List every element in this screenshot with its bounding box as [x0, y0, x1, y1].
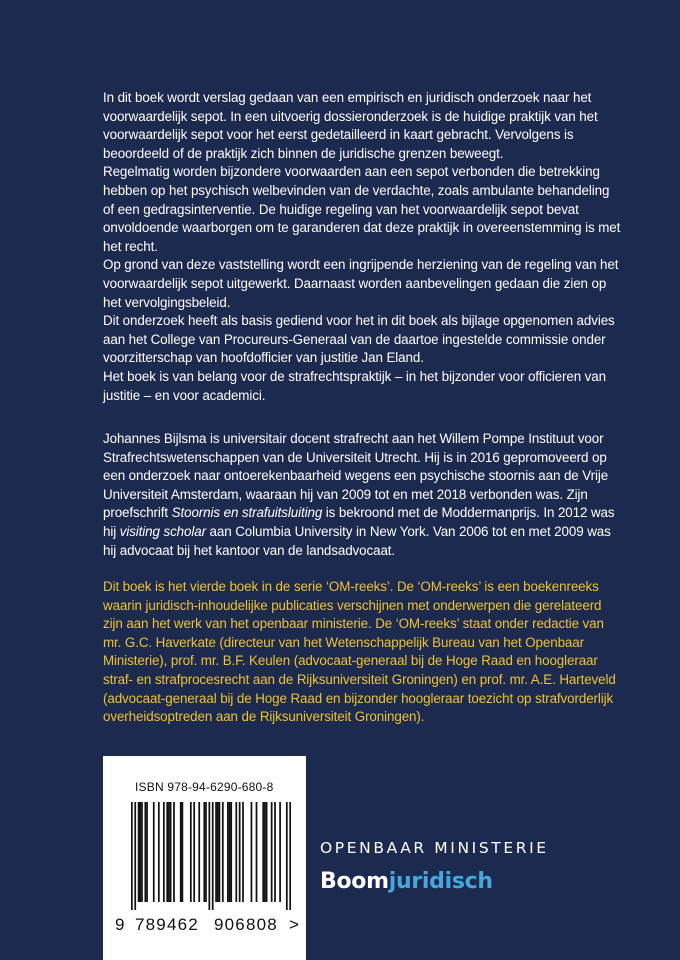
- barcode-bar: [266, 802, 268, 902]
- barcode-bar: [170, 802, 172, 902]
- barcode-bar: [190, 802, 192, 902]
- barcode-digit-group-right: 906808: [214, 915, 278, 934]
- series-note: Dit boek is het vierde boek in de serie ‘OM-reeks’. De ‘OM-reeks’ is een boekenreeks waarin juridisch-inhoudelijke publicaties verschijnen met onderwerpen die gerelateerd zijn aan het werk van het openbaar ministerie. De ‘OM-reeks’ staat onder redactie van mr. G.C. Haverkate (directeur van het Wetenschappelijk Bureau van het Openbaar Ministerie), prof. mr. B.F. Keulen (advocaat-generaal bij de Hoge Raad en hoogleraar straf- en strafprocesrecht aan de Rijksuniversiteit Groningen) en prof. mr. A.E. Harteveld (advocaat-generaal bij de Hoge Raad en bijzonder hoogleraar toezicht op strafvorderlijk overheidsoptreden aan de Rijksuniversiteit Groningen).: [103, 579, 616, 725]
- barcode-bar: [286, 802, 288, 910]
- barcode-bar: [208, 802, 210, 910]
- barcode-quiet-zone-marker: >: [289, 915, 299, 934]
- barcode-bar: [131, 802, 133, 910]
- author-bio: [103, 430, 623, 560]
- barcode-bar: [173, 802, 175, 902]
- barcode-bar: [205, 802, 207, 902]
- barcode-bar: [138, 802, 140, 902]
- barcode-bar: [144, 802, 146, 902]
- barcode-bar: [193, 802, 195, 902]
- author-bio-text: Johannes Bijlsma is universitair docent strafrecht aan het Willem Pompe Instituut voor Strafrechtswetenschappen van de Universiteit Utrecht. Hij is in 2016 gepromoveerd op een onderzoek naar ontoerekenbaarheid wegens een psychische stoornis aan de Vrije Universiteit Amsterdam, waaraan hij van 2009 tot en met 2018 verbonden was. Zijn proefschrift: [103, 431, 609, 521]
- visiting-scholar-term: visiting scholar: [119, 523, 206, 539]
- barcode-bar: [158, 802, 160, 902]
- barcode-bar: [289, 802, 291, 910]
- barcode-bar: [198, 802, 200, 902]
- barcode-bar: [146, 802, 148, 902]
- barcode-bar: [212, 802, 214, 910]
- boom-juridisch-logo: [320, 869, 493, 894]
- barcode-bar: [215, 802, 217, 902]
- juridisch-logo-part: juridisch: [388, 869, 493, 894]
- barcode-bar: [217, 802, 219, 902]
- barcode-label: [103, 756, 306, 960]
- barcode-bar: [222, 802, 224, 902]
- barcode-bar: [153, 802, 155, 902]
- barcode-bar: [229, 802, 231, 902]
- barcode-bar: [279, 802, 281, 902]
- isbn-number: ISBN 978-94-6290-680-8: [135, 780, 274, 794]
- blurb-paragraph: Op grond van deze vaststelling wordt een ingrijpende herziening van de regeling van het voorwaardelijk sepot uitgewerkt. Daarnaast worden aanbevelingen gedaan die zien op het vervolgingsbeleid.: [103, 257, 619, 310]
- barcode-bar: [227, 802, 229, 902]
- barcode-bar: [168, 802, 170, 902]
- barcode-bar: [182, 802, 184, 902]
- openbaar-ministerie-logo: OPENBAAR MINISTERIE: [320, 839, 549, 857]
- dissertation-title: Stoornis en strafuitsluiting: [171, 505, 323, 521]
- barcode-digit-first: 9: [115, 915, 125, 934]
- barcode-bar: [251, 802, 253, 902]
- barcode-bar: [139, 802, 141, 902]
- author-bio-text: is bekroond met de Moddermanprijs. In 2012 was hij: [103, 505, 615, 539]
- barcode-bar: [271, 802, 273, 902]
- barcode-bar: [274, 802, 276, 902]
- author-bio-text: aan Columbia University in New York. Van 2006 tot en met 2009 was hij advocaat bij het kantoor van de landsadvocaat.: [103, 523, 611, 558]
- book-blurb: [103, 89, 623, 405]
- blurb-paragraph: Dit onderzoek heeft als basis gediend voor het in dit boek als bijlage opgenomen advies aan het College van Procureurs-Generaal van de daartoe ingestelde commissie onder voorzitterschap van hoofdofficier van justitie Jan Eland.: [103, 313, 615, 366]
- blurb-paragraph: Regelmatig worden bijzondere voorwaarden aan een sepot verbonden die betrekking hebben op het psychisch welbevinden van de verdachte, zoals ambulante behandeling of een gedragsinterventie. De huidige regeling van het voorwaardelijk sepot bevat onvoldoende waarborgen om te garanderen dat deze praktijk in overeenstemming is met het recht.: [103, 164, 621, 254]
- barcode-bar: [262, 802, 264, 902]
- blurb-paragraph: Het boek is van belang voor de strafrechtspraktijk – in het bijzonder voor officieren van justitie – en voor academici.: [103, 368, 606, 403]
- barcode-bar: [242, 802, 244, 902]
- barcode-bar: [203, 802, 205, 902]
- blurb-paragraph: In dit boek wordt verslag gedaan van een empirisch en juridisch onderzoek naar het voorwaardelijk sepot. In een uitvoerig dossieronderzoek is de huidige praktijk van het voorwaardelijk sepot voor het eerst gedetailleerd in kaart gebracht. Vervolgens is beoordeeld of de praktijk zich binnen de juridische grenzen beweegt.: [103, 90, 598, 161]
- barcode-bar: [141, 802, 143, 902]
- barcode-bar: [264, 802, 266, 902]
- barcode-bar: [230, 802, 232, 902]
- barcode-bar: [163, 802, 165, 902]
- boom-logo-part: Boom: [320, 869, 389, 894]
- barcode: [131, 802, 291, 910]
- barcode-digit-group-left: 789462: [135, 915, 199, 934]
- barcode-bar: [180, 802, 182, 902]
- barcode-bar: [235, 802, 237, 902]
- barcode-bar: [219, 802, 221, 902]
- barcode-bar: [166, 802, 168, 902]
- barcode-bar: [134, 802, 136, 910]
- barcode-bar: [256, 802, 258, 902]
- barcode-bar: [239, 802, 241, 902]
